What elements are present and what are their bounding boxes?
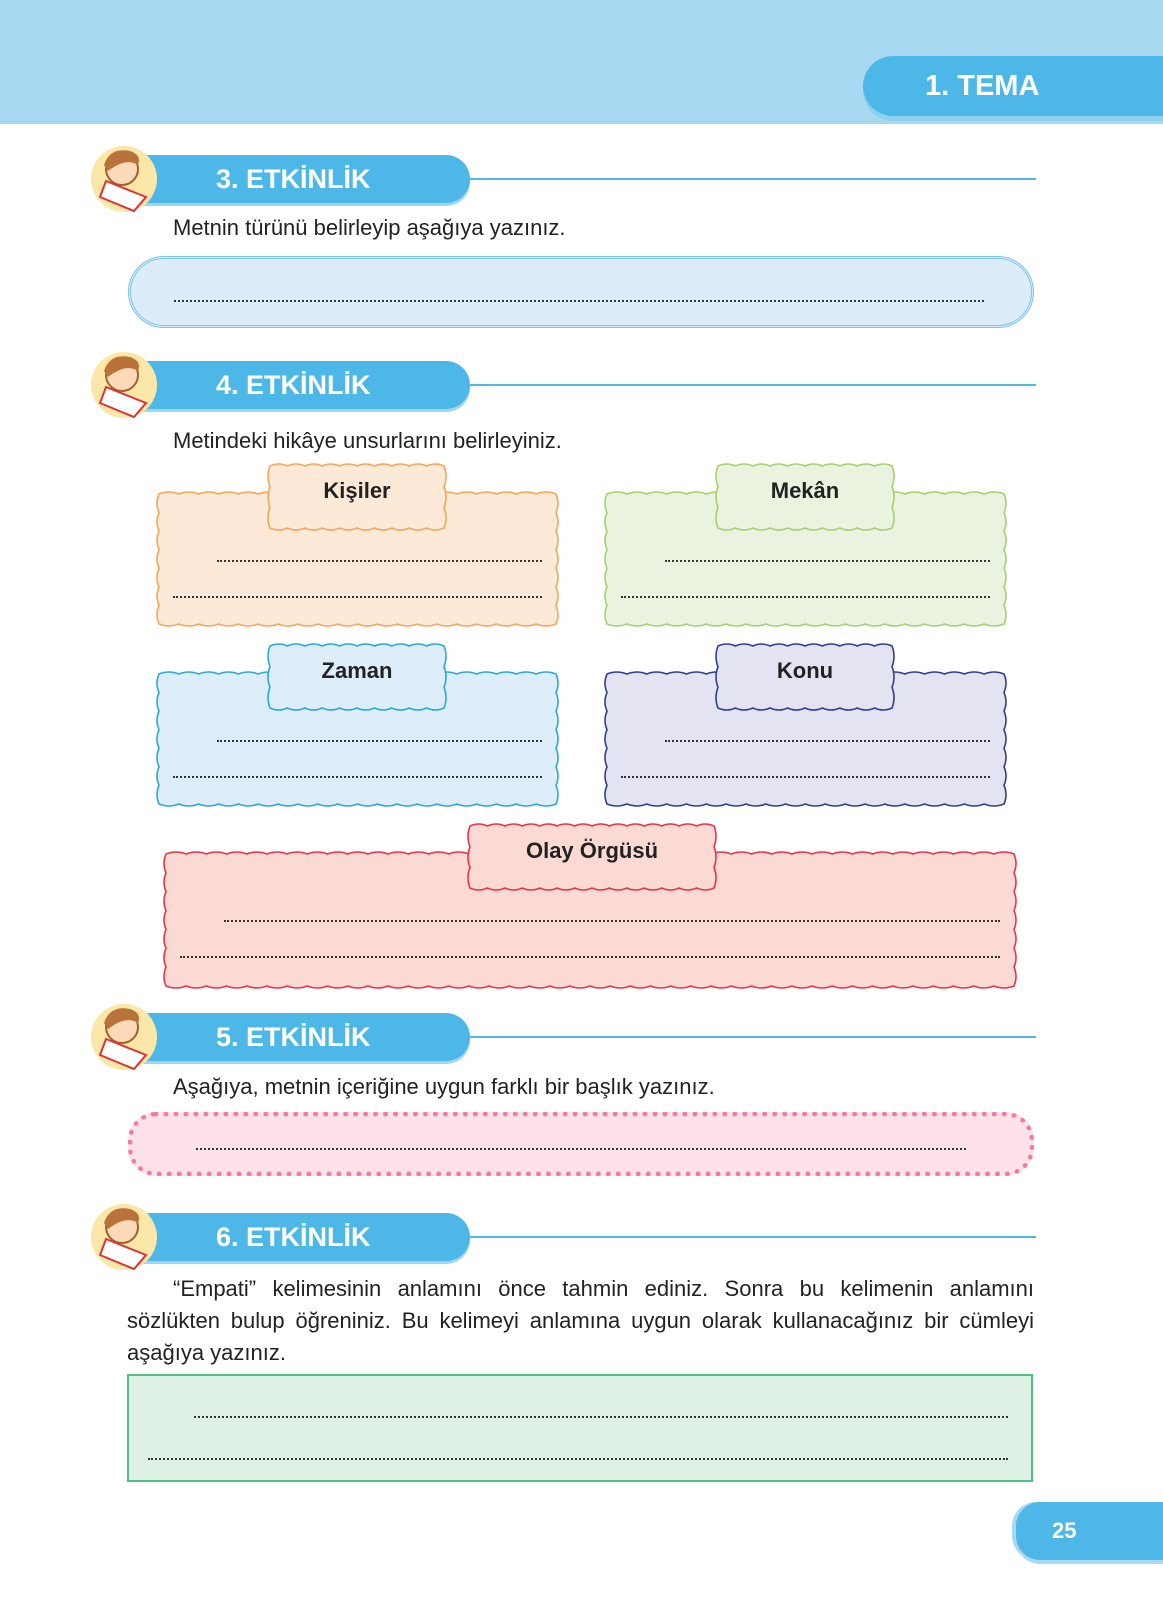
divider bbox=[470, 1236, 1036, 1238]
activity-title: 6. ETKİNLİK bbox=[216, 1222, 371, 1252]
answer-line[interactable] bbox=[173, 596, 542, 598]
box-label: Mekân bbox=[770, 478, 840, 503]
instruction: Aşağıya, metnin içeriğine uygun farklı bir başlık yazınız. bbox=[173, 1074, 715, 1099]
answer-line[interactable] bbox=[621, 596, 990, 598]
box-label: Zaman bbox=[321, 658, 393, 683]
answer-box-sentence[interactable] bbox=[127, 1374, 1033, 1482]
answer-line[interactable] bbox=[665, 560, 990, 562]
theme-tab: 1. TEMA bbox=[863, 56, 1163, 116]
girl-mascot-icon bbox=[86, 141, 164, 217]
activity-3-header bbox=[86, 149, 1036, 209]
answer-line[interactable] bbox=[174, 300, 984, 302]
answer-box-title[interactable] bbox=[128, 1112, 1034, 1176]
activity-title: 5. ETKİNLİK bbox=[216, 1022, 371, 1052]
divider bbox=[470, 384, 1036, 386]
answer-line[interactable] bbox=[196, 1148, 966, 1150]
activity-5-header bbox=[86, 1007, 1036, 1067]
girl-mascot-icon bbox=[86, 347, 164, 423]
answer-box-text-type[interactable] bbox=[128, 256, 1034, 328]
activity-4-header bbox=[86, 355, 1036, 415]
answer-line[interactable] bbox=[665, 740, 990, 742]
instruction: “Empati” kelimesinin anlamını önce tahmin ediniz. Sonra bu kelimenin anlamını sözlükten bulup öğreniniz. Bu kelimeyi anlamına uygun olarak kullanacağınız bir cümleyi aşağıya yazınız. bbox=[127, 1276, 1034, 1365]
divider bbox=[470, 178, 1036, 180]
answer-line[interactable] bbox=[173, 776, 542, 778]
page-number: 25 bbox=[1016, 1502, 1163, 1560]
divider bbox=[470, 1036, 1036, 1038]
box-label: Olay Örgüsü bbox=[525, 838, 659, 863]
instruction: Metindeki hikâye unsurlarını belirleyiniz. bbox=[173, 428, 562, 453]
activity-6-header bbox=[86, 1207, 1036, 1267]
answer-line[interactable] bbox=[148, 1458, 1008, 1460]
answer-line[interactable] bbox=[217, 560, 542, 562]
girl-mascot-icon bbox=[86, 999, 164, 1075]
instruction: Metnin türünü belirleyip aşağıya yazınız. bbox=[173, 215, 566, 240]
activity-title: 4. ETKİNLİK bbox=[216, 370, 371, 400]
answer-line[interactable] bbox=[194, 1416, 1008, 1418]
answer-line[interactable] bbox=[217, 740, 542, 742]
box-label: Kişiler bbox=[323, 478, 391, 503]
answer-line[interactable] bbox=[224, 920, 1000, 922]
box-label: Konu bbox=[776, 658, 834, 683]
answer-line[interactable] bbox=[180, 956, 1000, 958]
girl-mascot-icon bbox=[86, 1199, 164, 1275]
activity-title: 3. ETKİNLİK bbox=[216, 164, 371, 194]
answer-line[interactable] bbox=[621, 776, 990, 778]
